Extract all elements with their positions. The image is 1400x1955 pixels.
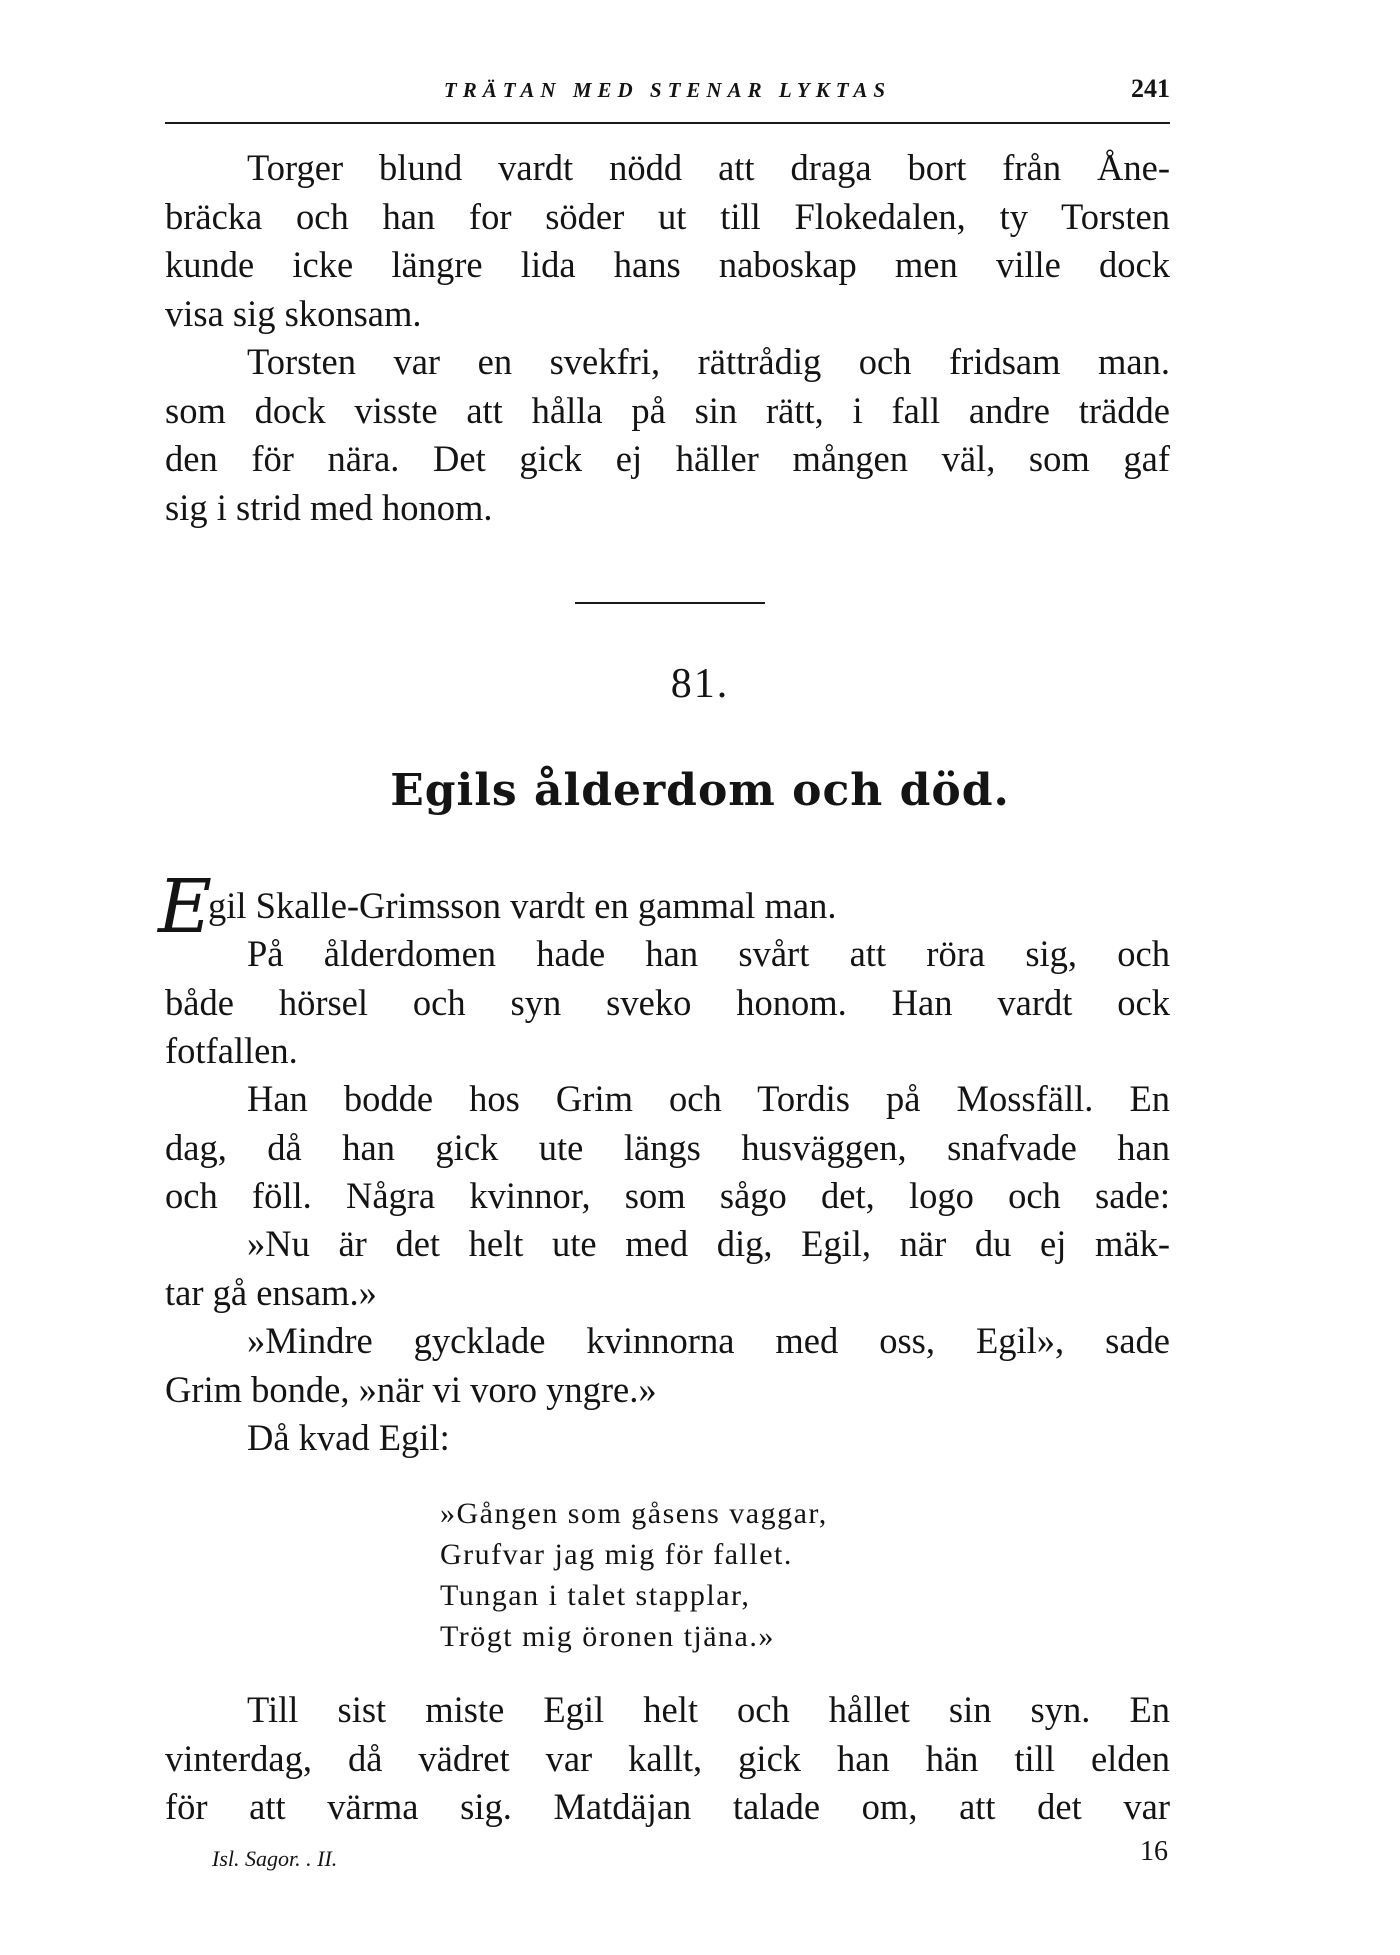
running-title: TRÄTAN MED STENAR LYKTAS (443, 78, 892, 102)
verse (440, 1493, 828, 1657)
page-number: 241 (1131, 74, 1170, 103)
header-rule (165, 122, 1170, 124)
sheet-number: 16 (1140, 1836, 1168, 1867)
text-line: tar gå ensam.» (165, 1271, 377, 1313)
text-line: vinterdag, då vädret var kallt, gick han hän till elden (165, 1737, 1170, 1779)
text-line: Till sist miste Egil helt och hållet sin syn. En (247, 1689, 1170, 1730)
signature-mark: Isl. Sagor. . II. (212, 1846, 338, 1871)
paragraph-4 (165, 930, 1170, 1076)
text-line: »Nu är det helt ute med dig, Egil, när du ej mäk- (247, 1223, 1170, 1264)
verse-line: Tungan i talet stapplar, (440, 1579, 751, 1612)
text-line: som dock visste att hålla på sin rätt, i fall andre trädde (165, 389, 1170, 431)
paragraph-6 (165, 1220, 1170, 1317)
paragraph-1 (165, 144, 1170, 338)
paragraph-9 (165, 1686, 1170, 1832)
section-title: Egils ålderdom och död. (390, 765, 1010, 816)
verse-line: Grufvar jag mig för fallet. (440, 1538, 793, 1571)
text-line: visa sig skonsam. (165, 292, 422, 334)
text-line: och föll. Några kvinnor, som sågo det, logo och sade: (165, 1175, 1170, 1216)
text-line: Han bodde hos Grim och Tordis på Mossfäll. En (247, 1078, 1170, 1119)
text-line: gil Skalle-Grimsson vardt en gammal man. (208, 885, 837, 926)
text-line: På ålderdomen hade han svårt att röra sig, och (247, 933, 1170, 974)
paragraph-8 (165, 1414, 1170, 1463)
text-line: bräcka och han for söder ut till Flokedalen, ty Torsten (165, 195, 1170, 237)
paragraph-3 (165, 882, 1170, 931)
text-line: kunde icke längre lida hans naboskap men ville dock (165, 244, 1170, 285)
running-head (165, 74, 1170, 114)
text-line: dag, då han gick ute längs husväggen, snafvade han (165, 1126, 1170, 1168)
text-line: för att värma sig. Matdäjan talade om, att det var (165, 1786, 1170, 1827)
text-line: Grim bonde, »när vi voro yngre.» (165, 1368, 657, 1410)
text-line: den för nära. Det gick ej häller mången väl, som gaf (165, 438, 1170, 479)
drop-cap: E (158, 864, 213, 950)
text-line: fotfallen. (165, 1030, 298, 1071)
verse-line: Trögt mig öronen tjäna.» (440, 1620, 775, 1653)
paragraph-2 (165, 338, 1170, 532)
text-line: sig i strid med honom. (165, 486, 493, 528)
text-line: Torsten var en svekfri, rättrådig och fridsam man. (247, 341, 1170, 382)
paragraph-5 (165, 1075, 1170, 1221)
text-line: Torger blund vardt nödd att draga bort från Åne- (247, 147, 1170, 188)
text-line: »Mindre gycklade kvinnorna med oss, Egil», sade (247, 1320, 1170, 1361)
text-line: Då kvad Egil: (247, 1417, 450, 1458)
text-line: både hörsel och syn sveko honom. Han vardt ock (165, 981, 1170, 1023)
verse-line: »Gången som gåsens vaggar, (440, 1497, 828, 1530)
section-divider (575, 602, 765, 604)
paragraph-7 (165, 1317, 1170, 1414)
section-number: 81. (670, 661, 730, 707)
